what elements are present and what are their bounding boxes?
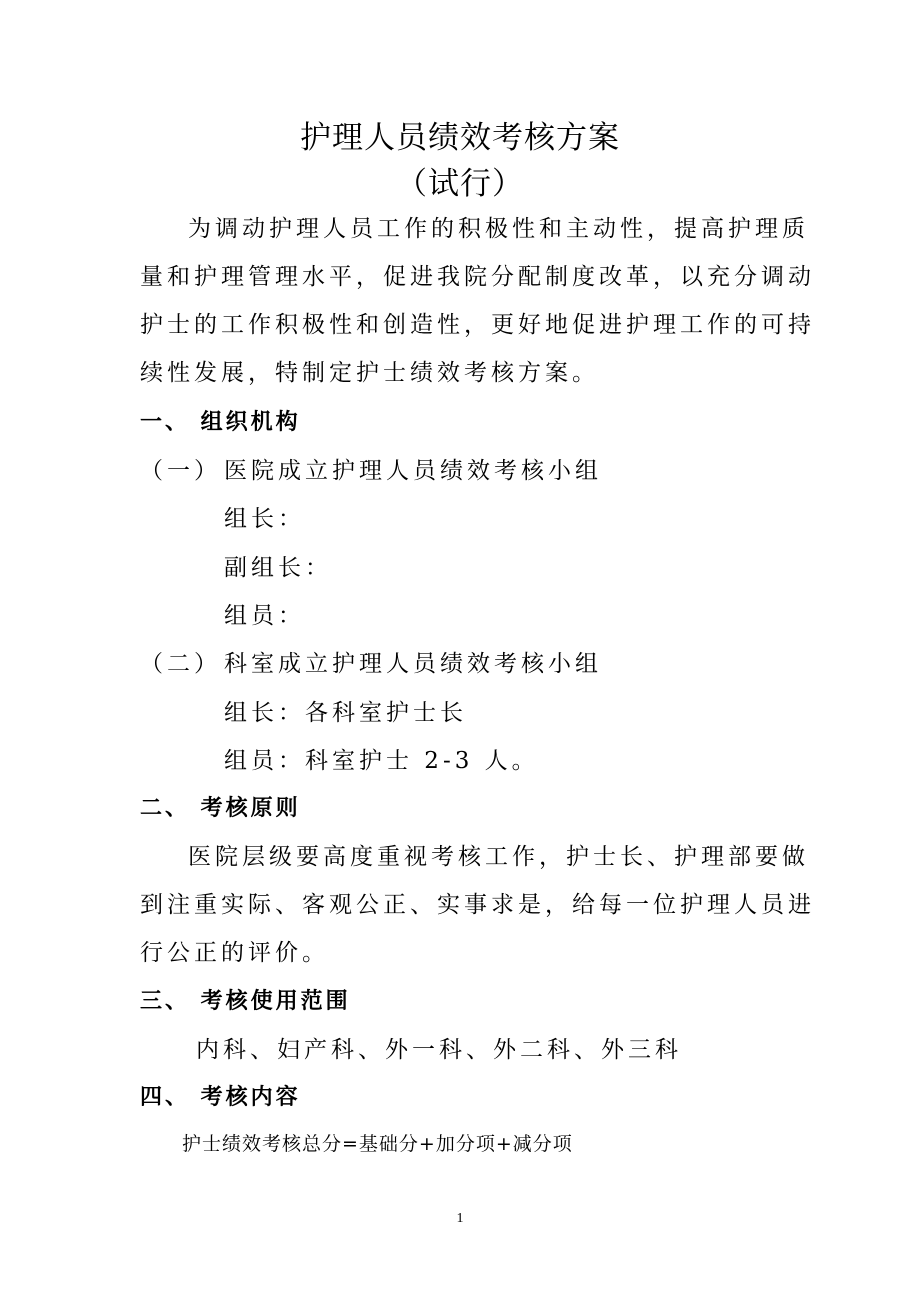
section-heading-principles: 二、 考核原则 xyxy=(140,796,301,821)
subsection-text: 医院成立护理人员绩效考核小组 xyxy=(224,458,602,484)
intro-line: 续性发展，特制定护士绩效考核方案。 xyxy=(140,360,599,386)
scope-text: 内科、妇产科、外一科、外二科、外三科 xyxy=(196,1037,682,1063)
document-subtitle: （试行） xyxy=(396,166,524,202)
intro-line: 护士的工作积极性和创造性，更好地促进护理工作的可持 xyxy=(140,312,815,338)
section-heading-organization: 一、 组织机构 xyxy=(140,410,301,435)
subsection-text: 科室成立护理人员绩效考核小组 xyxy=(224,651,602,677)
page-number: 1 xyxy=(456,1211,464,1226)
intro-line: 为调动护理人员工作的积极性和主动性，提高护理质 xyxy=(188,216,809,242)
document-title: 护理人员绩效考核方案 xyxy=(300,120,620,156)
member-line: 组员：科室护士 2-3 人。 xyxy=(224,748,539,774)
section-heading-content: 四、 考核内容 xyxy=(140,1085,301,1110)
principles-line: 行公正的评价。 xyxy=(140,940,329,966)
principles-line: 到注重实际、客观公正、实事求是，给每一位护理人员进 xyxy=(140,892,815,918)
principles-line: 医院层级要高度重视考核工作，护士长、护理部要做 xyxy=(188,844,809,870)
intro-line: 量和护理管理水平，促进我院分配制度改革，以充分调动 xyxy=(140,264,815,290)
member-line: 副组长： xyxy=(224,555,332,581)
member-line: 组员： xyxy=(224,603,305,629)
subsection-label: （二） xyxy=(140,651,221,677)
subsection-label: （一） xyxy=(140,458,221,484)
section-heading-scope: 三、 考核使用范围 xyxy=(140,989,351,1014)
member-line: 组长：各科室护士长 xyxy=(224,700,467,726)
member-line: 组长： xyxy=(224,506,305,532)
score-formula: 护士绩效考核总分=基础分+加分项+减分项 xyxy=(182,1133,573,1155)
